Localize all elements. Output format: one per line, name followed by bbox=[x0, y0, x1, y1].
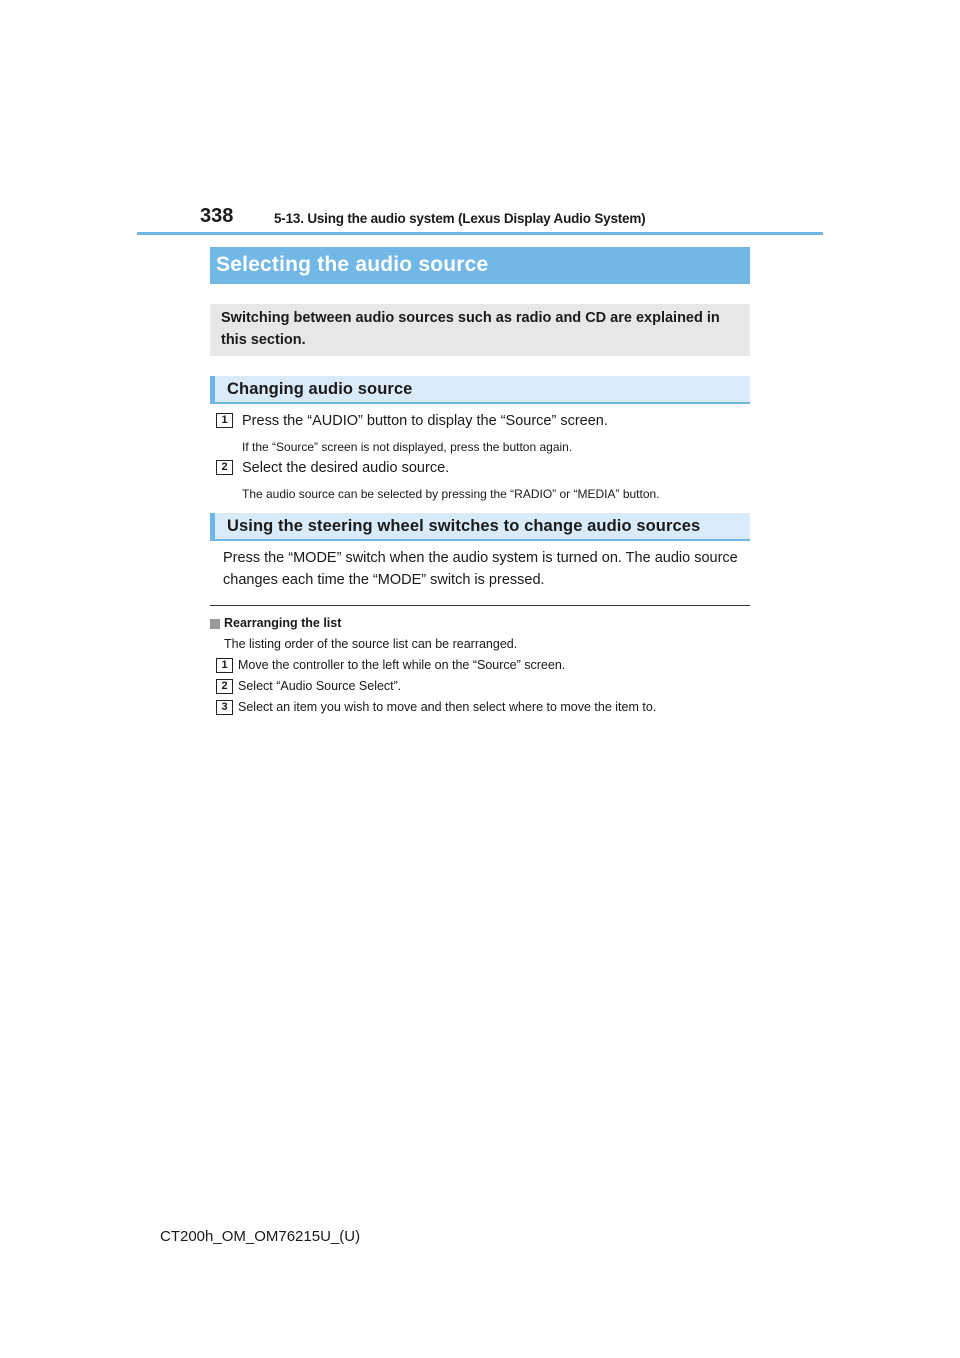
section-divider bbox=[210, 605, 750, 606]
rearrange-step-text-3: Select an item you wish to move and then select where to move the item to. bbox=[238, 700, 657, 714]
page-number: 338 bbox=[200, 205, 234, 227]
footer-doc-code: CT200h_OM_OM76215U_(U) bbox=[160, 1228, 361, 1245]
square-bullet-icon bbox=[210, 619, 220, 629]
step-badge-1: 1 bbox=[216, 413, 233, 428]
subheading-changing-audio-source bbox=[210, 376, 750, 404]
subheading-text: Changing audio source bbox=[227, 380, 413, 398]
subheading-text: Using the steering wheel switches to change audio sources bbox=[227, 517, 701, 535]
rearrange-step-text-1: Move the controller to the left while on the “Source” screen. bbox=[238, 658, 566, 672]
running-header: 5-13. Using the audio system (Lexus Display Audio System) bbox=[274, 211, 646, 226]
rearrange-title: Rearranging the list bbox=[224, 616, 342, 630]
rearrange-step-badge-3: 3 bbox=[216, 700, 233, 715]
step-note-2: The audio source can be selected by pressing the “RADIO” or “MEDIA” button. bbox=[242, 487, 660, 501]
section-title-bar bbox=[210, 247, 750, 284]
rearrange-description: The listing order of the source list can be rearranged. bbox=[224, 637, 518, 651]
step-note-1: If the “Source” screen is not displayed, press the button again. bbox=[242, 440, 573, 454]
rearrange-step-text-2: Select “Audio Source Select”. bbox=[238, 679, 402, 693]
step-badge-2: 2 bbox=[216, 460, 233, 475]
intro-box: Switching between audio sources such as radio and CD are explained in this section. bbox=[210, 304, 750, 356]
rearrange-step-badge-2: 2 bbox=[216, 679, 233, 694]
step-text-2: Select the desired audio source. bbox=[242, 460, 450, 476]
rearrange-step-badge-1: 1 bbox=[216, 658, 233, 673]
step-text-1: Press the “AUDIO” button to display the “Source” screen. bbox=[242, 413, 608, 429]
header-rule bbox=[137, 232, 823, 235]
steering-body-text: Press the “MODE” switch when the audio system is turned on. The audio source changes each time the “MODE” switch is pressed. bbox=[223, 550, 738, 588]
section-title: Selecting the audio source bbox=[216, 253, 489, 276]
subheading-steering-switches bbox=[210, 513, 750, 541]
